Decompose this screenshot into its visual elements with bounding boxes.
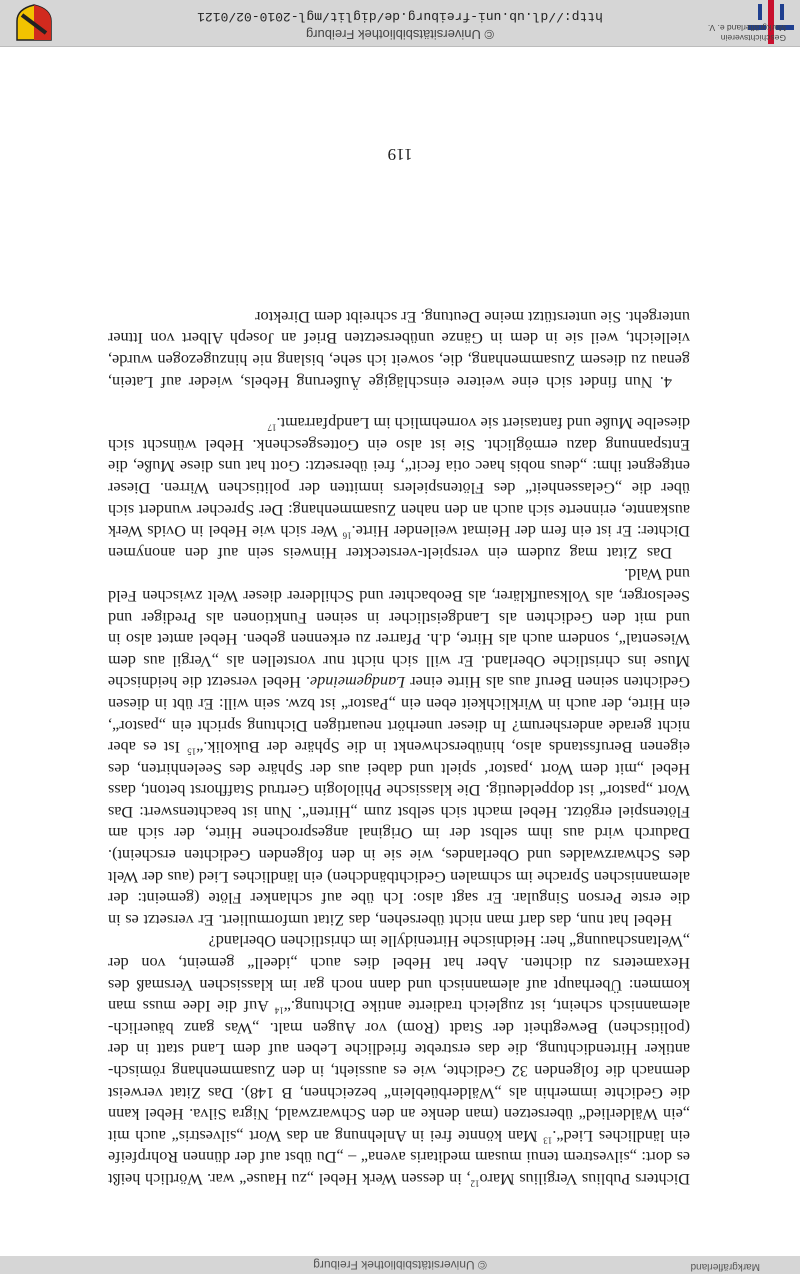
paragraph-gap <box>108 392 690 412</box>
p3-text-b: Wer sich wie Hebel in Ovids Werk auskannte, erinnerte sich auch an den nahen Zusammenhang: Der Sprecher wundert sich über die „Gelassenheit“ des Flötenspielers inmitten der politischen Wirren. Dieser entgegnet ihm: „deus nobis haec otia fecit“, frei übersetzt: Gott hat uns diese Muße, die Entspannung dazu ermöglicht. Sie ist also ein Gottesgeschenk. Hebel wünscht sich dieselbe Muße und fantasiert sie vornehmlich im Landpfarramt. <box>108 414 690 541</box>
p2-text-c: . Hebel versetzt die heidnische Muse ins christliche Oberland. Er will sich nicht nur vorstellen als „Vergil aus dem Wiesental“, sondern auch als Hirte, d.h. Pfarrer zu erkennen geben. Hebel amtet also in und mit den Gedichten als Landgeistlicher in seinen Funktionen als Prediger und Seelsorger, als Volksaufklärer, als Beobachter und Schilderer dieser Welt zwischen Feld und Wald. <box>107 565 690 692</box>
top-banner-text: © Universitätsbibliothek Freiburg <box>313 1258 487 1272</box>
society-line-1: Geschichtsverein <box>720 33 786 43</box>
footnote-ref: 16 <box>342 530 352 541</box>
society-shield-icon <box>14 3 54 43</box>
p2-text-b: Ist es aber nicht gerade andersherum? In dieser unerhört neuartigen Dichtung spricht ein „pastor“, ein Hirte, der auch in Wirklichkeit eben ein „Pastor“ ist bzw. sein will: Er übt in diesen Gedichten seinen Beruf aus als Hirte einer <box>108 673 690 757</box>
paragraph-3 <box>108 412 690 563</box>
p2-italic: Landgemeinde <box>309 673 406 692</box>
footnote-ref: 15 <box>187 746 197 757</box>
footnote-ref: 13 <box>543 1135 553 1146</box>
p1-text-b: , in dessen Werk Hebel „zu Hause“ war. Wörtlich heißt es dort: „silvestrem tenui musam meditaris avena“ – „Du übst auf der dünnen Rohrpfeife ein ländliches Lied“. <box>107 1126 690 1188</box>
document-url[interactable]: http://dl.ub.uni-freiburg.de/diglit/mgl-2010-02/0121 <box>197 9 603 24</box>
article-text <box>108 305 690 1189</box>
society-line-2: Markgräflerland e. V. <box>707 23 786 33</box>
p1-text-a: Dichters Publius Vergilius Maro <box>479 1170 690 1188</box>
footer-banner <box>0 0 800 47</box>
p1-text-c: Man könnte frei in Anlehnung an das Wort „silvestris“ auch mit „ein Wälderlied“ übersetzen (man denke an den Schwarzwald, Nigra Silva. Hebel kann die Gedichte immerhin als „Wälderbüeblein“ bezeichnen, B 148). Das Zitat verweist demnach die folgenden 32 Gedichte, wie es aussieht, in den Zusammenhang römisch-antiker Hirtendichtung, die das erstrebte friedliche Leben auf dem Land statt in der (politischen) Bewegtheit der Stadt (Rom) vor Augen malt. „Was ganz bäuerlich-alemannisch scheint, ist zugleich tradierte antike Dichtung.“ <box>108 997 690 1145</box>
paragraph-2 <box>108 563 690 930</box>
footnote-ref: 12 <box>470 1178 480 1189</box>
top-banner-left-text: Markgräflerland <box>690 1261 760 1272</box>
p3-text-a: Das Zitat mag zudem ein verspielt-versteckter Hinweis sein auf den anonymen Dichter: Er ist ein fern der Heimat weilender Hirte. <box>108 522 690 562</box>
p2-text-a: Hebel hat nun, das darf man nicht übersehen, das Zitat umformuliert. Er versetzt es in die erste Person Singular. Er sagt also: Ich übe auf schlanker Flöte (gemeint: der alemannischen Sprache im schmalen Gedichtbändchen) ein ländliches Lied (aus der Welt des Schwarzwaldes und Oberlandes, wie sie in den folgenden Gedichten erscheint). Dadurch wird aus ihm selbst der im Original angesprochene Hirte, der sich am Flötenspiel ergötzt. Hebel macht sich selbst zum „Hirten“. Nun ist beachtenswert: Das Wort „pastor“ ist doppeldeutig. Die klassische Philologin Gertrud Staffhorst betont, dass Hebel „mit dem Wort ‚pastor‘ spielt und dabei aus der Sphäre des Seelenhirten, des eigenen Berufsstands also, hinüberschwenkt in die Sphäre der Bukolik.“ <box>108 738 690 929</box>
paragraph-1 <box>108 930 690 1189</box>
page-number: 119 <box>387 145 413 164</box>
p4-text-a: 4. Nun findet sich eine weitere einschlägige Äußerung Hebels, wieder auf Latein, genau zu diesem Zusammenhang, die, soweit ich sehe, bislang nie hinzugezogen wurde, vielleicht, weil sie in dem in Gänze unübersetzten Brief an Joseph Albert von Ittner untergeht. Sie unterstützt meine Deutung. Er schreibt dem Direktor <box>108 307 690 391</box>
footnote-ref: 17 <box>267 422 277 433</box>
library-credit: © Universitätsbibliothek Freiburg <box>305 27 495 42</box>
footnote-ref: 14 <box>274 1005 284 1016</box>
p1-text-d: Auf die Idee muss man kommen: Überhaupt auf alemannisch und dann noch gar im klassischen Versmaß des Hexameters zu dichten. Aber hat Hebel dies auch „ideell“ gemeint, von der „Weltanschauung“ her: Heidnische Hirtenidylle im christlichen Oberland? <box>108 932 690 1016</box>
paragraph-4 <box>108 305 690 391</box>
top-banner <box>0 1256 800 1274</box>
